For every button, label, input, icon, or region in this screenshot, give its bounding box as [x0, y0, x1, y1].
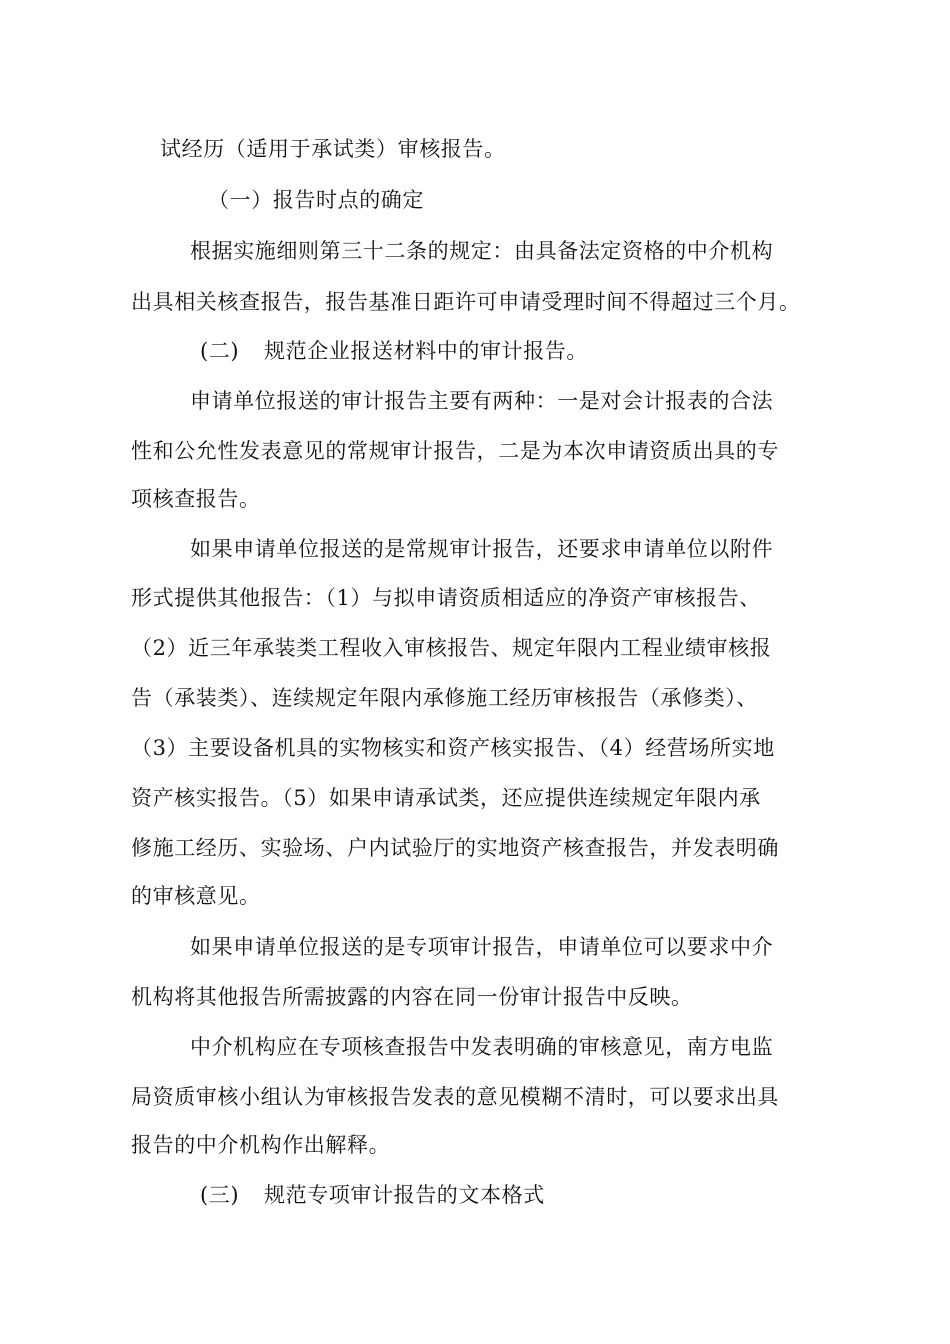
section-title-2: 规范企业报送材料中的审计报告。 — [264, 339, 588, 363]
text-line: （3）主要设备机具的实物核实和资产核实报告、（4）经营场所实地 — [131, 736, 775, 760]
text-line: 如果申请单位报送的是专项审计报告，申请单位可以要求中介 — [190, 935, 774, 959]
text-line: 告（承装类）、连续规定年限内承修施工经历审核报告（承修类）、 — [131, 686, 758, 710]
section-heading-3 — [200, 1180, 545, 1210]
text-line: 的审核意见。 — [131, 884, 261, 908]
text-line: 修施工经历、实验场、户内试验厅的实地资产核查报告，并发表明确 — [131, 836, 779, 860]
text-line: 报告的中介机构作出解释。 — [131, 1133, 391, 1157]
section-heading-1: （一）报告时点的确定 — [208, 188, 424, 212]
text-line: 形式提供其他报告：（1）与拟申请资质相适应的净资产审核报告、 — [131, 586, 761, 610]
text-line: 如果申请单位报送的是常规审计报告，还要求申请单位以附件 — [190, 537, 774, 561]
section-marker-2: (二) — [200, 339, 240, 363]
text-line: 根据实施细则第三十二条的规定：由具备法定资格的中介机构 — [190, 239, 774, 263]
text-line: （2）近三年承装类工程收入审核报告、规定年限内工程业绩审核报 — [131, 636, 772, 660]
text-line: 资产核实报告。（5）如果申请承试类，还应提供连续规定年限内承 — [131, 786, 761, 810]
section-title-3: 规范专项审计报告的文本格式 — [264, 1183, 545, 1207]
text-line: 局资质审核小组认为审核报告发表的意见模糊不清时，可以要求出具 — [131, 1085, 779, 1109]
text-line: 申请单位报送的审计报告主要有两种：一是对会计报表的合法 — [190, 389, 774, 413]
text-line: 中介机构应在专项核查报告中发表明确的审核意见，南方电监 — [190, 1035, 774, 1059]
text-line: 机构将其他报告所需披露的内容在同一份审计报告中反映。 — [131, 985, 693, 1009]
section-heading-2 — [200, 336, 588, 366]
text-line: 出具相关核查报告，报告基准日距许可申请受理时间不得超过三个月。 — [131, 290, 801, 314]
text-line: 试经历（适用于承试类）审核报告。 — [160, 137, 506, 161]
text-line: 性和公允性发表意见的常规审计报告，二是为本次申请资质出具的专 — [131, 439, 779, 463]
text-line: 项核查报告。 — [131, 487, 261, 511]
section-marker-3: (三) — [200, 1183, 240, 1207]
